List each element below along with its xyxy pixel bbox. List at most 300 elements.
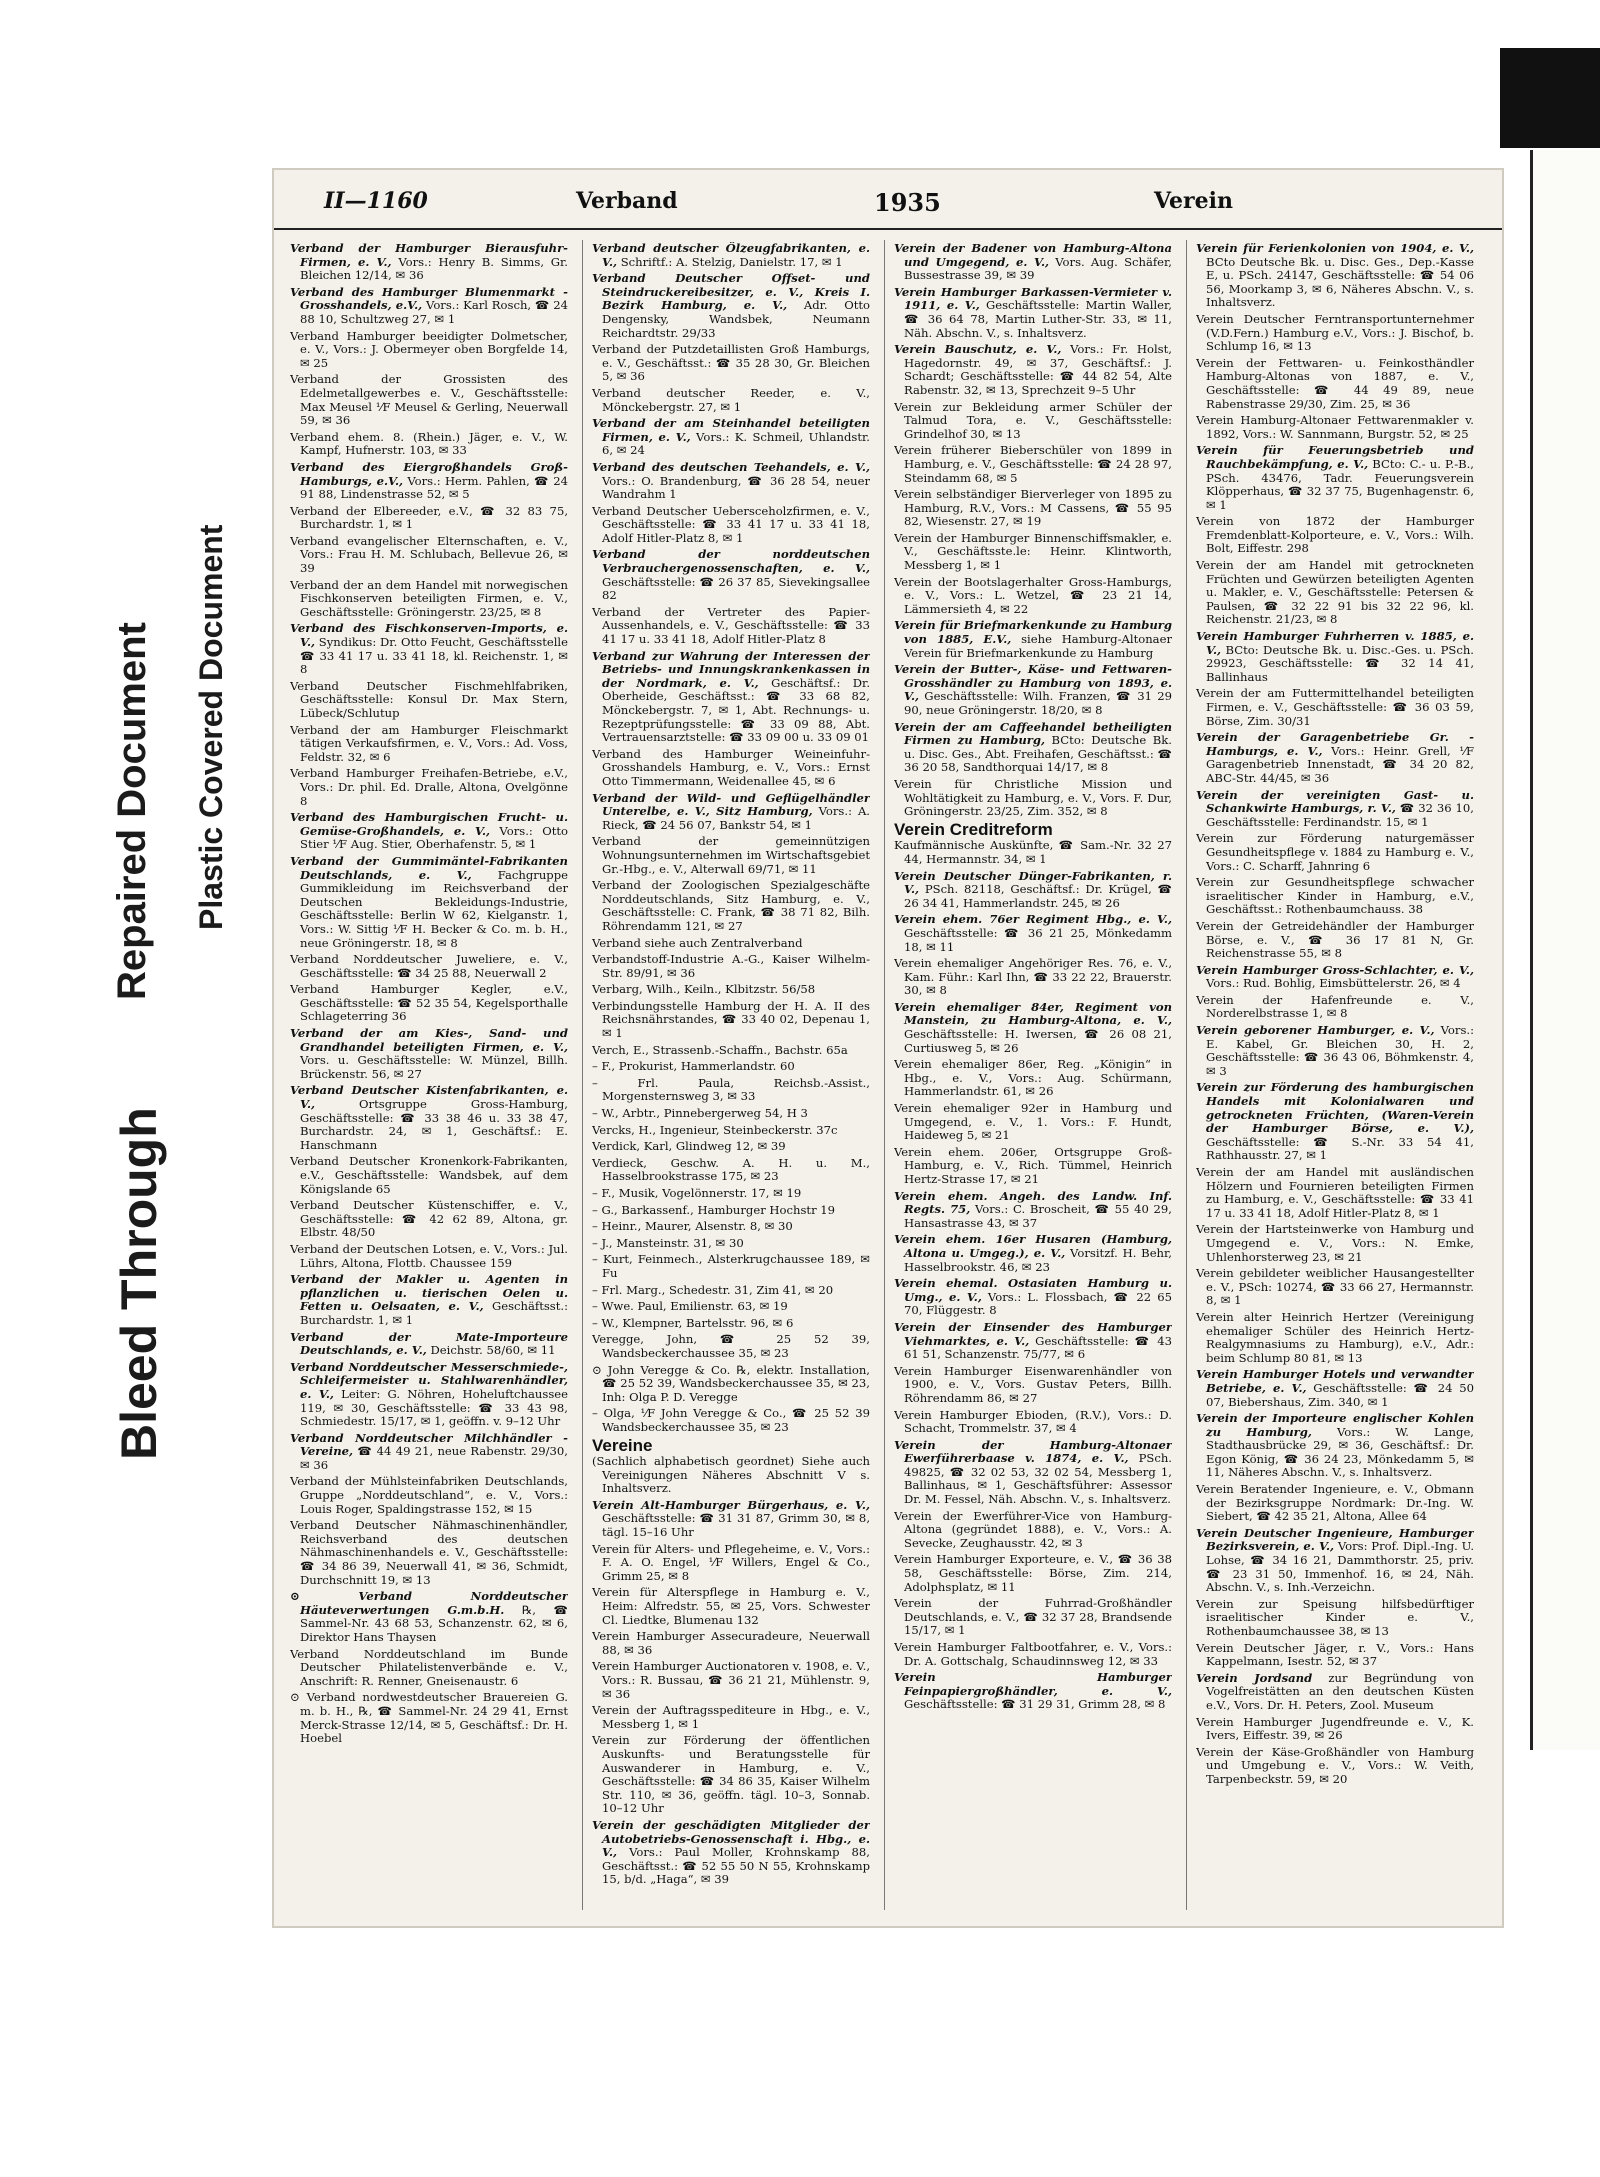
directory-entry [592, 1543, 870, 1584]
directory-entry [592, 953, 870, 980]
directory-entry [592, 1000, 870, 1041]
directory-entry [1196, 1024, 1474, 1078]
directory-entry [290, 811, 568, 852]
column-1 [290, 242, 568, 1912]
entry-details: Verein Hamburg-Altonaer Fettwarenmakler v. 1892, Vors.: W. Sannmann, Burgstr. 52, ✉ 25 [1196, 413, 1474, 441]
directory-entry [290, 1243, 568, 1270]
directory-entry [894, 532, 1172, 573]
entry-details: Verein Hamburger Exporteure, e. V., ☎ 36 38 58, Geschäftsstelle: Börse, Zim. 214, Adolphsplatz, ✉ 11 [894, 1552, 1172, 1594]
directory-entry [290, 1648, 568, 1689]
header-year: 1935 [874, 188, 941, 217]
directory-entry [894, 1102, 1172, 1143]
directory-entry [894, 619, 1172, 660]
section-heading: Verein Creditreform [894, 819, 1053, 839]
directory-entry [290, 1432, 568, 1473]
directory-entry [592, 505, 870, 546]
directory-entry [1196, 920, 1474, 961]
directory-entry [1196, 1412, 1474, 1480]
directory-entry [894, 576, 1172, 617]
entry-details: Verein Hamburger Faltbootfahrer, e. V., Vors.: Dr. A. Gottschalg, Schaudinnsweg 12, ✉ 33 [894, 1640, 1172, 1668]
directory-entry [1196, 515, 1474, 556]
entry-details: Verein der Käse-Großhändler von Hamburg und Umgebung e. V., Vors.: W. Veith, Tarpenbeckstr. 59, ✉ 20 [1196, 1744, 1474, 1786]
directory-entry [894, 343, 1172, 397]
entry-details: Vors.: Heinr. Grell, ⅟F Garagenbetrieb Innenstadt, ☎ 34 20 82, ABC-Str. 44/45, ✉ 36 [1206, 743, 1474, 785]
entry-name: Verband der am Kies-, Sand- und Grandhandel beteiligten Firmen, e. V., [290, 1026, 568, 1054]
directory-entry [290, 1027, 568, 1081]
entry-details: ⊙ John Veregge & Co. ℞, elektr. Installation, ☎ 25 52 39, Wandsbeckerchaussee 35, ✉ 23, Inh: Olga P. D. Veregge [592, 1362, 870, 1404]
entry-details: ⊙ Verband nordwestdeutscher Brauereien G. m. b. H., ℞, ☎ Sammel-Nr. 24 29 41, Ernst Merck-Strasse 12/14, ✉ 5, Geschäftsf.: Dr. H. Hoebel [290, 1690, 568, 1746]
column-divider [582, 240, 583, 1910]
directory-entry [290, 286, 568, 327]
directory-entry [592, 1253, 870, 1280]
directory-entry [592, 1660, 870, 1701]
entry-name: Verein Bauschutz, e. V., [894, 342, 1062, 357]
directory-entry [1196, 1166, 1474, 1220]
directory-entry [592, 1157, 870, 1184]
entry-details: Verein alter Heinrich Hertzer (Vereinigung ehemaliger Schüler des Heinrich Hertz-Realgymnasiums zu Hamburg), e.V., Adr.: beim Schlump 80 81, ✉ 13 [1196, 1309, 1474, 1365]
entry-details: Verband der an dem Handel mit norwegischen Fischkonserven beteiligten Firmen, e. V., Geschäftsstelle: Gröningerstr. 23/25, ✉ 8 [290, 577, 568, 619]
directory-entry [592, 1140, 870, 1154]
entry-name: Verband des Hamburger Blumenmarkt - Grosshandels, e.V., [290, 284, 568, 313]
entry-details: Vors.: Karl Rosch, ☎ 24 88 10, Schultzweg 27, ✉ 1 [300, 298, 568, 326]
directory-entry [290, 1519, 568, 1587]
entry-details: Verein der Auftragsspediteure in Hbg., e. V., Messberg 1, ✉ 1 [592, 1703, 870, 1731]
directory-entry [894, 1058, 1172, 1099]
entry-details: Vors.: K. Schmeil, Uhlandstr. 6, ✉ 24 [602, 429, 870, 458]
directory-entry [290, 431, 568, 458]
entry-details: Vorsitzf. H. Behr, Hasselbrookstr. 46, ✉ 23 [904, 1245, 1172, 1274]
directory-entry [290, 983, 568, 1024]
entry-name: Verein ehemal. Ostasiaten Hamburg u. Umg., e. V., [894, 1276, 1172, 1304]
entry-name: Verein der Importeure englischer Kohlen zu Hamburg, [1196, 1411, 1474, 1439]
entry-details: Verband deutscher Reeder, e. V., Mönckebergstr. 27, ✉ 1 [592, 385, 870, 414]
entry-details: – Frl. Marg., Schedestr. 31, Zim 41, ✉ 20 [592, 1282, 834, 1297]
entry-name: Verein ehemaliger 84er, Regiment von Manstein, zu Hamburg-Altona, e. V., [894, 999, 1172, 1028]
directory-entry [592, 1044, 870, 1058]
entry-details: – J., Mansteinstr. 31, ✉ 30 [592, 1235, 744, 1250]
entry-details: Verband der Zoologischen Spezialgeschäfte Norddeutschlands, Sitz Hamburg, e. V., Geschäftsstelle: C. Frank, ☎ 38 71 82, Bilh. Röhrendamm 121, ✉ 27 [592, 878, 870, 933]
entry-details: Geschäftsstelle: ☎ 31 31 87, Grimm 30, ✉ 8, tägl. 15–16 Uhr [602, 1511, 870, 1540]
directory-entry [290, 1590, 568, 1644]
directory-entry [894, 721, 1172, 775]
directory-entry [1196, 1672, 1474, 1713]
directory-entry [894, 1439, 1172, 1507]
entry-name: Verein der Badener von Hamburg-Altona und Umgegend, e. V., [894, 242, 1172, 269]
entry-details: Verband der am Hamburger Fleischmarkt tätigen Verkaufsfirmen, e. V., Vors.: Ad. Voss, Feldstr. 32, ✉ 6 [290, 722, 568, 764]
entry-name: Verein Hamburger Fuhrherren v. 1885, e. V., [1196, 629, 1474, 657]
entry-details: Verband Deutscher Fischmehlfabriken, Geschäftsstelle: Konsul Dr. Max Stern, Lübeck/Schlutup [290, 678, 568, 720]
directory-entry [894, 1641, 1172, 1668]
directory-entry [894, 1597, 1172, 1638]
directory-entry [290, 535, 568, 576]
directory-entry [592, 387, 870, 414]
entry-name: Verband deutscher Ölzeugfabrikanten, e. V., [592, 242, 870, 269]
entry-details: Verein der Ewerführer-Vice von Hamburg-Altona (gegründet 1888), e. V., Vors.: A. Sevecke, Zeughausstr. 42, ✉ 3 [894, 1508, 1172, 1550]
entry-name: Verein geborener Hamburger, e. V., [1196, 1023, 1435, 1038]
entry-details: Verband Deutscher Nähmaschinenhändler, Reichsverband des deutschen Nähmaschinenhandels e. V., Geschäftsstelle: ☎ 34 86 39, Neuerwall 41, ✉ 36, Schmidt, Durchschnitt 19, ✉ 13 [290, 1518, 568, 1587]
entry-details: Verband Norddeutschland im Bunde Deutscher Philatelistenverbände e. V., Anschrift: R. Renner, Gneisenaustr. 6 [290, 1646, 568, 1688]
entry-details: ℞, ☎ Sammel-Nr. 43 68 53, Schanzenstr. 62, ✉ 6, Direktor Hans Thaysen [300, 1602, 568, 1644]
directory-entry [1196, 876, 1474, 917]
directory-entry [1196, 1527, 1474, 1595]
entry-details: – F., Prokurist, Hammerlandstr. 60 [592, 1059, 795, 1074]
entry-name: Verein der vereinigten Gast- u. Schankwirte Hamburgs, r. V., [1196, 787, 1474, 816]
entry-name: Verein für Feuerungsbetrieb und Rauchbekämpfung, e. V., [1196, 443, 1474, 471]
entry-name: Verband des deutschen Teehandels, e. V., [592, 459, 870, 474]
directory-entry [1196, 1081, 1474, 1163]
directory-entry [1196, 1642, 1474, 1669]
entry-name: Verein Hamburger Feinpapiergroßhändler, e. V., [894, 1670, 1172, 1698]
directory-entry [1196, 630, 1474, 684]
label-bleed-through: Bleed Through [111, 1107, 167, 1460]
entry-details: BCto: C.- u. P.-B., PSch. 43476, Tadr. Feuerungsverein Klöpperhaus, ☎ 32 37 75, Bugenhagenstr. 6, ✉ 1 [1206, 456, 1474, 512]
directory-entry [592, 1204, 870, 1218]
entry-details: Fachgruppe Gummikleidung im Reichsverband der Deutschen Bekleidungs-Industrie, Geschäftsstelle: Berlin W 62, Kielganstr. 1, Vors.: W. Sittig ⅟F H. Becker & Co. m. b. H., neue Gröningerstr. 18, ✉ 8 [300, 867, 568, 950]
directory-entry [894, 1146, 1172, 1187]
entry-details: Ortsgruppe Gross-Hamburg, Geschäftsstelle: ☎ 33 38 46 u. 33 38 47, Burchardstr. 24, ✉ 1, Geschäftsf.: E. Hanschmann [300, 1097, 568, 1152]
entry-name: Verein der geschädigten Mitglieder der Autobetriebs-Genossenschaft i. Hbg., e. V., [592, 1817, 870, 1860]
entry-name: Verein Jordsand [1196, 1670, 1313, 1685]
directory-entry [894, 286, 1172, 340]
directory-entry [592, 983, 870, 997]
entry-details: Verband ehem. 8. (Rhein.) Jäger, e. V., W. Kampf, Hufnerstr. 103, ✉ 33 [290, 429, 568, 458]
directory-entry [592, 1187, 870, 1201]
entry-details: Verein Hamburger Ebioden, (R.V.), Vors.: D. Schacht, Trommelstr. 37, ✉ 4 [894, 1407, 1172, 1436]
directory-entry [894, 1277, 1172, 1318]
entry-details: Verdieck, Geschw. A. H. u. M., Hasselbrookstrasse 175, ✉ 23 [592, 1155, 870, 1184]
entry-name: Verband zur Wahrung der Interessen der Betriebs- und Innungskrankenkassen in der Nordmark, e. V., [592, 648, 870, 690]
entry-name: Verband Norddeutscher Milchhändler - Vereine, [290, 1430, 568, 1459]
directory-entry [592, 461, 870, 502]
entry-details: Vors.: Henry B. Simms, Gr. Bleichen 12/14, ✉ 36 [300, 254, 568, 283]
directory-entry [290, 855, 568, 950]
entry-details: Verch, E., Strassenb.-Schaffn., Bachstr. 65a [592, 1042, 848, 1057]
entry-details: Geschäftsstelle: ☎ S.-Nr. 33 54 41, Rathhausstr. 27, ✉ 1 [1206, 1134, 1474, 1163]
entry-details: Leiter: G. Nöhren, Hoheluftchaussee 119, ✉ 30, Geschäftsstelle: ☎ 33 43 98, Schmiedestr. 15/17, ✉ 1, geöffn. v. 9–12 Uhr [300, 1386, 568, 1429]
entry-details: Vors.: Herm. Pahlen, ☎ 24 91 88, Lindenstrasse 52, ✉ 5 [300, 473, 568, 502]
entry-details: Verbandstoff-Industrie A.-G., Kaiser Wilhelm-Str. 89/91, ✉ 36 [592, 952, 870, 980]
entry-name: Verein ehem. 76er Regiment Hbg., e. V., [894, 912, 1172, 927]
page-number: II—1160 [324, 188, 428, 214]
entry-details: Verband der Elbereeder, e.V., ☎ 32 83 75, Burchardstr. 1, ✉ 1 [290, 503, 568, 532]
directory-entry [290, 680, 568, 721]
entry-details: Verein gebildeter weiblicher Hausangestellter e. V., PSch: 10274, ☎ 33 66 27, Hermannstr. 8, ✉ 1 [1196, 1266, 1474, 1308]
directory-entry [592, 1407, 870, 1434]
entry-details: Verein für Alters- und Pflegeheime, e. V., Vors.: F. A. O. Engel, ⅟F Willers, Engel & Co., Grimm 25, ✉ 8 [592, 1541, 870, 1583]
header-right-word: Verein [1154, 188, 1233, 214]
entry-details: Vors: Prof. Dipl.-Ing. U. Lohse, ☎ 34 16 21, Dammthorstr. 25, priv. ☎ 23 31 50, Immenhof. 16, ✉ 24, Näh. Abschn. V., s. Inh.-Verzeichn. [1206, 1539, 1474, 1595]
directory-entry [592, 650, 870, 745]
entry-details: Vors. Aug. Schäfer, Bussestrasse 39, ✉ 39 [904, 254, 1172, 283]
entry-details: Verein selbständiger Bierverleger von 1895 zu Hamburg, R.V., Vors.: M Cassens, ☎ 55 95 82, Wiesenstr. 27, ✉ 19 [894, 487, 1172, 529]
entry-details: Verein der Hartsteinwerke von Hamburg und Umgegend e. V., Vors.: N. Emke, Uhlenhorsterweg 23, ✉ 21 [1196, 1222, 1474, 1264]
directory-entry [894, 1671, 1172, 1712]
directory-entry [894, 870, 1172, 911]
directory-entry [894, 444, 1172, 485]
directory-entry [1196, 832, 1474, 873]
entry-details: – Olga, ⅟F John Veregge & Co., ☎ 25 52 39 Wandsbeckerchaussee 35, ✉ 23 [592, 1406, 870, 1434]
directory-entry [592, 1124, 870, 1138]
entry-details: Verband Hamburger beeidigter Dolmetscher, e. V., Vors.: J. Obermeyer oben Borgfelde 14, ✉ 25 [290, 328, 568, 370]
entry-details: Veregge, John, ☎ 25 52 39, Wandsbeckerchaussee 35, ✉ 23 [592, 1332, 870, 1360]
entry-details: Syndikus: Dr. Otto Feucht, Geschäftsstelle ☎ 33 41 17 u. 33 41 18, kl. Reichenstr. 1, ✉ 8 [300, 635, 568, 677]
entry-name: Verband der Makler u. Agenten in pflanzlichen u. tierischen Oelen u. Fetten u. Oelsaaten, e. V., [290, 1272, 568, 1314]
directory-entry [592, 606, 870, 647]
directory-entry [592, 748, 870, 789]
entry-details: BCto: Deutsche Bk. u. Disc. Ges., Abt. Freihafen, Geschäftsst.: ☎ 36 20 58, Sandthorquai 14/17, ✉ 8 [904, 733, 1172, 775]
entry-details: Verband der gemeinnützigen Wohnungsunternehmen im Wirtschaftsgebiet Gr.-Hbg., e. V., Alterwall 69/71, ✉ 11 [592, 834, 870, 876]
directory-entry [894, 1190, 1172, 1231]
entry-details: Verband Hamburger Kegler, e.V., Geschäftsstelle: ☎ 52 35 54, Kegelsporthalle Schlageterring 36 [290, 982, 568, 1024]
directory-entry [592, 1220, 870, 1234]
directory-entry [894, 778, 1172, 819]
directory-entry [290, 1199, 568, 1240]
entry-details: Geschäftsstelle: ☎ 31 29 31, Grimm 28, ✉ 8 [904, 1697, 1166, 1712]
entry-details: PSch. 82118, Geschäftsf.: Dr. Krügel, ☎ 26 34 41, Hammerlandstr. 245, ✉ 26 [904, 882, 1172, 910]
entry-details: Verbarg, Wilh., Keiln., Klbitzstr. 56/58 [592, 982, 816, 997]
entry-details: Verdick, Karl, Glindweg 12, ✉ 39 [592, 1139, 786, 1154]
entry-details: ☎ 32 36 10, Geschäftsstelle: Ferdinandstr. 15, ✉ 1 [1206, 801, 1474, 829]
directory-entry [1196, 1746, 1474, 1787]
entry-details: Verein Deutscher Jäger, r. V., Vors.: Hans Kappelmann, Isestr. 52, ✉ 37 [1196, 1640, 1474, 1669]
column-divider [1186, 240, 1187, 1910]
entry-details: Geschäftsstelle: ☎ 36 21 25, Mönkedamm 18, ✉ 11 [904, 925, 1172, 954]
entry-details: Verein der am Handel mit getrockneten Früchten und Gewürzen beteiligten Agenten u. Makler, e. V., Geschäftsstelle: Petersen & Paulsen, ☎ 32 22 91 bis 32 22 96, kl. Reichenstr. 21/23, ✉ 8 [1196, 558, 1474, 627]
directory-entry [1196, 1267, 1474, 1308]
entry-name: Verein der Garagenbetriebe Gr. - Hamburgs, e. V., [1196, 730, 1474, 758]
entry-name: Verein der Hamburg-Altonaer Ewerführerbaase v. 1874, e. V., [894, 1437, 1172, 1466]
directory-entry [290, 461, 568, 502]
entry-details: Verein ehemaliger Angehöriger Res. 76, e. V., Kam. Führ.: Karl Ihn, ☎ 33 22 22, Brauerstr. 30, ✉ 8 [894, 956, 1172, 998]
entry-name: Verein Hamburger Hotels und verwandter Betriebe, e. V., [1196, 1367, 1474, 1395]
entry-name: Verein Hamburger Barkassen-Vermieter v. 1911, e. V., [894, 284, 1172, 313]
entry-details: Verein ehemaliger 92er in Hamburg und Umgegend, e. V., 1. Vors.: F. Hundt, Haideweg 5, ✉ 21 [894, 1101, 1172, 1143]
entry-details: Verein zur Speisung hilfsbedürftiger israelitischer Kinder e. V., Rothenbaumchaussee 38, ✉ 13 [1196, 1596, 1474, 1638]
entry-details: Kaufmännische Auskünfte, ☎ Sam.-Nr. 32 27 44, Hermannstr. 34, ✉ 1 [894, 838, 1172, 866]
entry-details: Verein für Alterspflege in Hamburg e. V., Heim: Alfredstr. 55, ✉ 25, Vors. Schwester Cl. Liedtke, Blumenau 132 [592, 1585, 870, 1627]
entry-details: Verein Beratender Ingenieure, e. V., Obmann der Bezirksgruppe Nordmark: Dr.-Ing. W. Siebert, ☎ 42 35 21, Altona, Allee 64 [1196, 1482, 1474, 1524]
entry-details: zur Begründung von Vogelfreistätten an den deutschen Küsten e.V., Vors. Dr. H. Peters, Zool. Museum [1206, 1670, 1474, 1712]
section-heading: Vereine [592, 1435, 653, 1455]
entry-name: Verein der Butter-, Käse- und Fettwaren-Grosshändler zu Hamburg von 1893, e. V., [894, 662, 1172, 704]
directory-entry [894, 1365, 1172, 1406]
entry-details: Verband der Deutschen Lotsen, e. V., Vors.: Jul. Lührs, Altona, Flottb. Chaussee 159 [290, 1241, 568, 1270]
entry-name: Verein Deutscher Ingenieure, Hamburger Bezirksverein, e. V., [1196, 1525, 1474, 1554]
directory-entry [1196, 1223, 1474, 1264]
directory-entry [1196, 1368, 1474, 1409]
entry-details: – W., Arbtr., Pinnebergerweg 54, H 3 [592, 1106, 808, 1121]
directory-entry [894, 401, 1172, 442]
entry-details: Verein Hamburger Assecuradeure, Neuerwall 88, ✉ 36 [592, 1629, 870, 1657]
directory-entry [592, 548, 870, 602]
entry-name: Verein für Ferienkolonien von 1904, e. V., [1196, 242, 1474, 255]
entry-details: Verein zur Förderung naturgemässer Gesundheitspflege v. 1884 zu Hamburg e. V., Vors.: C. Scharff, Jahnring 6 [1196, 831, 1474, 873]
entry-details: Verband evangelischer Elternschaften, e. V., Vors.: Frau H. M. Schlubach, Bellevue 26, ✉ 39 [290, 533, 568, 576]
entry-name: Verband der Gummimäntel-Fabrikanten Deutschlands, e. V., [290, 853, 568, 882]
directory-entry [1196, 1716, 1474, 1743]
entry-details: Geschäftsstelle: ☎ 24 50 07, Biebershaus, Zim. 340, ✉ 1 [1206, 1380, 1474, 1409]
entry-details: – F., Musik, Vogelönnerstr. 17, ✉ 19 [592, 1186, 802, 1200]
directory-entry [290, 579, 568, 620]
directory-entry [1196, 357, 1474, 411]
directory-entry [894, 957, 1172, 998]
directory-entry [290, 1475, 568, 1516]
directory-entry [592, 1499, 870, 1540]
entry-details: Verband des Hamburger Weineinfuhr-Grosshandels Hamburg, e. V., Vors.: Ernst Otto Timmermann, Weidenallee 45, ✉ 6 [592, 746, 870, 788]
directory-entry [1196, 964, 1474, 991]
entry-name: Verband der norddeutschen Verbrauchergenossenschaften, e. V., [592, 547, 870, 576]
entry-details: Verein Hamburger Auctionatoren v. 1908, e. V., Vors.: R. Bussau, ☎ 36 21 21, Mühlenstr. 9, ✉ 36 [592, 1659, 870, 1701]
directory-entry [290, 767, 568, 808]
entry-details: – W., Klempner, Bartelsstr. 96, ✉ 6 [592, 1315, 794, 1330]
entry-details: Verband der Grossisten des Edelmetallgewerbes e. V., Geschäftsstelle: Max Meusel ⅟F Meusel & Gerling, Neuerwall 59, ✉ 36 [290, 372, 568, 428]
entry-details: BCto: Deutsche Bk. u. Disc.-Ges. u. PSch. 29923, Geschäftsstelle: ☎ 32 14 41, Ballinhaus [1206, 642, 1474, 684]
directory-entry [290, 505, 568, 532]
directory-entry [592, 1060, 870, 1074]
directory-entry [894, 1510, 1172, 1551]
entry-details: Verein der am Handel mit ausländischen Hölzern und Fournieren beteiligten Firmen zu Hamburg, e. V., Geschäftsstelle: ☎ 33 41 17 u. 33 41 18, Adolf Hitler-Platz 8, ✉ 1 [1196, 1165, 1474, 1220]
directory-page [272, 168, 1504, 1928]
entry-details: Verband der Mühlsteinfabriken Deutschlands, Gruppe „Norddeutschland“, e. V., Vors.: Louis Roger, Spaldingstrasse 152, ✉ 15 [290, 1474, 568, 1516]
directory-entry [1196, 1311, 1474, 1365]
directory-entry [894, 488, 1172, 529]
entry-details: ☎ 44 49 21, neue Rabenstr. 29/30, ✉ 36 [300, 1444, 568, 1472]
entry-details: Verein der Hafenfreunde e. V., Norderelbstrasse 1, ✉ 8 [1196, 992, 1474, 1021]
entry-details: Vors.: Paul Moller, Krohnskamp 88, Geschäftsst.: ☎ 52 55 50 N 55, Krohnskamp 15, b/d. „Haga“, ✉ 39 [602, 1845, 870, 1887]
directory-entry [894, 1409, 1172, 1436]
directory-entry [1196, 444, 1474, 512]
directory-entry [592, 1630, 870, 1657]
label-plastic-covered: Plastic Covered Document [193, 524, 229, 930]
directory-entry [592, 1364, 870, 1405]
directory-entry [592, 1317, 870, 1331]
entry-details: Deichstr. 58/60, ✉ 11 [426, 1343, 556, 1358]
entry-details: (Sachlich alphabetisch geordnet) Siehe auch Vereinigungen Näheres Abschnitt V s. Inhaltsverz. [592, 1454, 870, 1496]
entry-details: Vors.: A. Rieck, ☎ 24 56 07, Bankstr 54, ✉ 1 [602, 804, 870, 832]
entry-name: Verein Deutscher Dünger-Fabrikanten, r. V., [894, 868, 1172, 897]
directory-entry [1196, 731, 1474, 785]
directory-entry [894, 1233, 1172, 1274]
directory-entry [592, 343, 870, 384]
directory-entry [592, 272, 870, 340]
directory-entry [592, 1704, 870, 1731]
entry-details: Verband der Putzdetaillisten Groß Hamburgs, e. V., Geschäftsst.: ☎ 35 28 30, Gr. Bleichen 5, ✉ 36 [592, 342, 870, 384]
entry-details: siehe Hamburg-Altonaer Verein für Briefmarkenkunde zu Hamburg [904, 632, 1172, 660]
entry-details: Vors.: L. Flossbach, ☎ 22 65 70, Flüggestr. 8 [904, 1289, 1172, 1318]
entry-details: Vors.: W. Lange, Stadthausbrücke 29, ✉ 36, Geschäftsf.: Dr. Egon König, ☎ 36 24 23, Mönkedamm 5, ✉ 11, Näheres Abschn. V., s. Inhaltsverz. [1206, 1424, 1474, 1480]
column-4 [1196, 242, 1474, 1912]
entry-name: Verband der Mate-Importeure Deutschlands, e. V., [290, 1329, 568, 1358]
entry-name: Verein Hamburger Gross-Schlachter, e. V., [1196, 962, 1474, 977]
header-left-word: Verband [576, 188, 678, 214]
entry-details: Verein der Getreidehändler der Hamburger Börse, e. V., ☎ 36 17 81 N, Gr. Reichenstrasse 55, ✉ 8 [1196, 918, 1474, 961]
directory-entry [894, 242, 1172, 283]
entry-name: Verein zur Förderung des hamburgischen Handels mit Kolonialwaren und getrockneten Früchten, (Waren-Verein der Hamburger Börse, e. V.), [1196, 1080, 1474, 1136]
entry-details: Verband Deutscher Kronenkork-Fabrikanten, e.V., Geschäftsstelle: Wandsbek, auf dem Königslande 65 [290, 1154, 568, 1196]
directory-entry [592, 792, 870, 833]
directory-entry [290, 330, 568, 371]
entry-details: Verein der am Futtermittelhandel beteiligten Firmen, e. V., Geschäftsstelle: ☎ 36 03 59, Börse, Zim. 30/31 [1196, 686, 1474, 728]
directory-entry [290, 622, 568, 676]
column-divider [884, 240, 885, 1910]
entry-name: Verein ehem. 16er Husaren (Hamburg, Altona u. Umgeg.), e. V., [894, 1232, 1172, 1260]
directory-entry [290, 1691, 568, 1745]
entry-details: Verein der Fettwaren- u. Feinkosthändler Hamburg-Altonas von 1887, e. V., Geschäftsstelle: ☎ 44 49 89, neue Rabenstrasse 29/30, Zim. 25, ✉ 36 [1196, 355, 1474, 411]
entry-details: – Frl. Paula, Reichsb.-Assist., Morgensternsweg 3, ✉ 33 [592, 1075, 870, 1104]
entry-details: Verbindungsstelle Hamburg der H. A. II des Reichsnährstandes, ☎ 33 40 02, Depenau 1, ✉ 1 [592, 998, 870, 1041]
entry-details: Verein von 1872 der Hamburger Fremdenblatt-Kolporteure, e. V., Vors.: Wilh. Bolt, Eiffestr. 298 [1196, 514, 1474, 556]
directory-entry [592, 879, 870, 933]
entry-name: Verein der am Caffeehandel betheiligten Firmen zu Hamburg, [894, 719, 1172, 748]
directory-entry [894, 913, 1172, 954]
directory-entry [592, 242, 870, 269]
directory-entry [290, 1361, 568, 1429]
entry-details: Vors. u. Geschäftsstelle: W. Münzel, Billh. Brückenstr. 56, ✉ 27 [300, 1053, 568, 1081]
entry-details: Verband Hamburger Freihafen-Betriebe, e.V., Vors.: Dr. phil. Ed. Dralle, Altona, Ovelgönne 8 [290, 766, 568, 808]
entry-details: Geschäftsf.: Dr. Oberheide, Geschäftsst.: ☎ 33 68 82, Mönckebergstr. 7, ✉ 1, Abt. Rechnungs- u. Rezeptprüfungsstelle: ☎ 33 09 88, Abt. Vertrauensarztstelle: ☎ 33 09 00 u. 33 09 01 [602, 675, 870, 745]
directory-entry [592, 1077, 870, 1104]
directory-entry [290, 373, 568, 427]
entry-details: Verband Deutscher Küstenschiffer, e. V., Geschäftsstelle: ☎ 42 62 89, Altona, gr. Elbstr. 48/50 [290, 1198, 568, 1240]
directory-entry [592, 1237, 870, 1251]
entry-details: Verein der Hamburger Binnenschiffsmakler, e. V., Geschäftsste.le: Heinr. Klintworth, Messberg 1, ✉ 1 [894, 530, 1172, 573]
entry-details: PSch. 49825, ☎ 32 02 53, 32 02 54, Messberg 1, Ballinhaus, ✉ 1, Geschäftsführer: Assessor Dr. M. Fessel, Näh. Abschn. V., s. Inhaltsverz. [904, 1451, 1172, 1507]
entry-details: Geschäftsstelle: H. Iwersen, ☎ 26 08 21, Curtiusweg 5, ✉ 26 [904, 1027, 1172, 1055]
directory-entry [894, 839, 1172, 866]
entry-details: Geschäftsst.: Burchardstr. 1, ✉ 1 [300, 1299, 568, 1327]
entry-details: Vors.: Otto Stier ⅟F Aug. Stier, Oberhafenstr. 5, ✉ 1 [300, 823, 568, 852]
directory-entry [290, 242, 568, 283]
entry-details: Adr. Otto Dengensky, Wandsbek, Neumann Reichardtstr. 29/33 [602, 298, 870, 340]
directory-entry [894, 1553, 1172, 1594]
entry-details: Schriftf.: A. Stelzig, Danielstr. 17, ✉ 1 [617, 254, 843, 269]
entry-details: Verband siehe auch Zentralverband [592, 935, 803, 950]
entry-details: Verband Norddeutscher Juweliere, e. V., Geschäftsstelle: ☎ 34 25 88, Neuerwall 2 [290, 952, 568, 980]
entry-details: BCto Deutsche Bk. u. Disc. Ges., Dep.-Kasse E, u. PSch. 24147, Geschäftsstelle: ☎ 54 06 56, Moorkamp 3, ✉ 6, Näheres Abschn. V., s. Inhaltsverz. [1206, 254, 1474, 310]
directory-entry [592, 835, 870, 876]
page-header [274, 170, 1502, 230]
directory-entry [894, 1321, 1172, 1362]
entry-details: Verband Deutscher Uebersceholzfirmen, e. V., Geschäftsstelle: ☎ 33 41 17 u. 33 41 18, Adolf Hitler-Platz 8, ✉ 1 [592, 503, 870, 545]
entry-details: Verein der Bootslagerhalter Gross-Hamburgs, e. V., Vors.: L. Wetzel, ☎ 23 21 14, Lämmersieth 4, ✉ 22 [894, 574, 1172, 616]
entry-name: Verein für Briefmarkenkunde zu Hamburg von 1885, E.V., [894, 618, 1172, 647]
directory-entry [1196, 789, 1474, 830]
directory-entry [592, 1333, 870, 1360]
entry-name: Verein ehem. Angeh. des Landw. Inf. Regts. 75, [894, 1188, 1172, 1217]
entry-details: Verein zur Gesundheitspflege schwacher israelitischer Kinder in Hamburg, e.V., Geschäftsst.: Rothenbaumchauss. 38 [1196, 875, 1474, 917]
directory-entry [894, 1001, 1172, 1055]
entry-name: ⊙ Verband Norddeutscher Häuteverwertungen G.m.b.H. [290, 1589, 568, 1617]
entry-details: Verein Deutscher Ferntransportunternehmer (V.D.Fern.) Hamburg e.V., Vors.: J. Bischof, b. Schlump 16, ✉ 13 [1196, 311, 1474, 354]
directory-entry [592, 1819, 870, 1887]
entry-details: Vors.: Fr. Holst, Hagedornstr. 49, ✉ 37, Geschäftsf.: J. Schardt; Geschäftsstelle: ☎ 44 82 54, Alte Rabenstr. 32, ✉ 13, Sprechzeit 9–5 Uhr [904, 342, 1172, 397]
entry-details: Verein ehemaliger 86er, Reg. „Königin“ in Hbg., e. V., Vors.: Aug. Schürmann, Hammerlandstr. 61, ✉ 26 [894, 1057, 1172, 1099]
directory-entry [592, 1586, 870, 1627]
entry-name: Verband der Wild- und Geflügelhändler Unterelbe, e. V., Sitz Hamburg, [592, 790, 870, 819]
directory-entry [1196, 414, 1474, 441]
directory-entry [1196, 559, 1474, 627]
entry-details: Verein zur Förderung der öffentlichen Auskunfts- und Beratungsstelle für Auswanderer in Hamburg, e. V., Geschäftsstelle: ☎ 34 86 35, Kaiser Wilhelm Str. 110, ✉ 36, geöffn. tägl. 10–3, Sonnab. 10–12 Uhr [592, 1733, 870, 1816]
directory-entry [592, 1300, 870, 1314]
entry-details: Verein für Christliche Mission und Wohltätigkeit zu Hamburg, e. V., Vors. F. Dur, Gröningerstr. 23/25, Zim. 352, ✉ 8 [894, 776, 1172, 819]
directory-entry [290, 1155, 568, 1196]
entry-details: Verein der Fuhrrad-Großhändler Deutschlands, e. V., ☎ 32 37 28, Brandsende 15/17, ✉ 1 [894, 1596, 1172, 1638]
directory-entry [290, 1331, 568, 1358]
entry-details: Vors.: O. Brandenburg, ☎ 36 28 54, neuer Wandrahm 1 [602, 473, 870, 502]
entry-details: Geschäftsstelle: ☎ 26 37 85, Sievekingsallee 82 [602, 574, 870, 603]
directory-entry [1196, 994, 1474, 1021]
entry-details: Verein zur Bekleidung armer Schüler der Talmud Tora, e. V., Geschäftsstelle: Grindelhof 30, ✉ 13 [894, 399, 1172, 441]
